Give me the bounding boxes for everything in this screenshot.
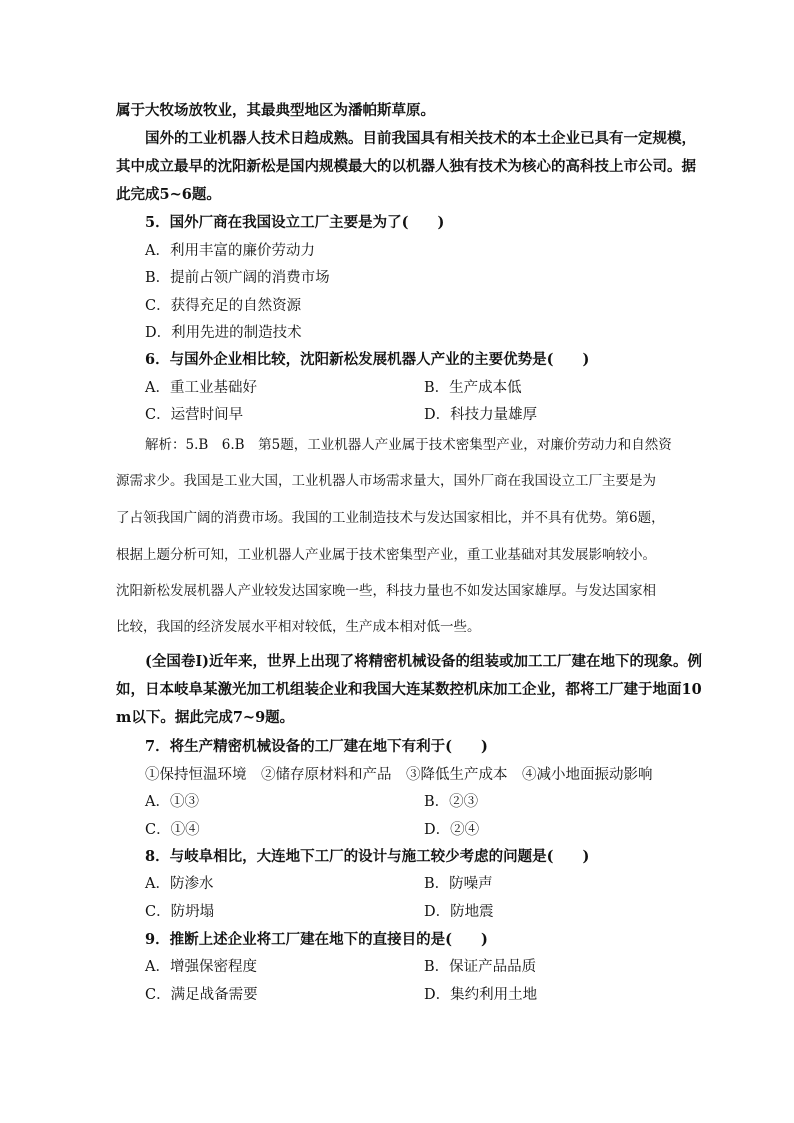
q7-option-b: B．②③ [424,794,479,810]
q6-option-b: B．生产成本低 [424,380,522,396]
analysis-line6: 比较，我国的经济发展水平相对较低，生产成本相对低一些。 [116,619,481,635]
passage1-line3: 此完成5~6题。 [116,186,221,203]
analysis-line3: 了占领我国广阔的消费市场。我国的工业制造技术与发达国家相比，并不具有优势。第6题， [116,510,665,526]
q5-option-a: A．利用丰富的廉价劳动力 [145,243,315,259]
q6-option-d: D．科技力量雄厚 [424,407,538,423]
q9-option-c: C．满足战备需要 [145,987,258,1003]
q7-option-c: C．①④ [145,822,200,838]
passage2-line1: (全国卷Ⅰ)近年来，世界上出现了将精密机械设备的组装或加工工厂建在地下的现象。例 [145,653,703,670]
q9-option-a: A．增强保密程度 [145,959,257,975]
q9-option-d: D．集约利用土地 [424,987,538,1003]
analysis-line5: 沈阳新松发展机器人产业较发达国家晚一些，科技力量也不如发达国家雄厚。与发达国家相 [116,583,656,599]
q9-stem: 9．推断上述企业将工厂建在地下的直接目的是( ) [145,931,488,948]
q7-stem: 7．将生产精密机械设备的工厂建在地下有利于( ) [145,738,488,755]
q7-option-d: D．②④ [424,822,480,838]
passage2-line3: m以下。据此完成7~9题。 [116,709,295,726]
q5-option-b: B．提前占领广阔的消费市场 [145,270,330,286]
q7-option-a: A．①③ [145,794,199,810]
analysis-line4: 根据上题分析可知，工业机器人产业属于技术密集型产业，重工业基础对其发展影响较小。 [116,547,656,563]
analysis-line2: 源需求少。我国是工业大国，工业机器人市场需求量大，国外厂商在我国设立工厂主要是为 [116,473,656,489]
q6-option-c: C．运营时间早 [145,407,244,423]
passage2-line2: 如，日本岐阜某激光加工机组装企业和我国大连某数控机床加工企业，都将工厂建于地面10 [116,681,702,698]
q8-stem: 8．与岐阜相比，大连地下工厂的设计与施工较少考虑的问题是( ) [145,848,590,865]
q7-items: ①保持恒温环境 ②储存原材料和产品 ③降低生产成本 ④减小地面振动影响 [145,767,653,783]
q5-option-c: C．获得充足的自然资源 [145,298,302,314]
q9-option-b: B．保证产品品质 [424,959,537,975]
q8-option-b: B．防噪声 [424,876,493,892]
q5-stem: 5．国外厂商在我国设立工厂主要是为了( ) [145,214,445,231]
analysis-line1: 解析：5.B 6.B 第5题，工业机器人产业属于技术密集型产业，对廉价劳动力和自然资 [145,437,672,453]
q6-stem: 6．与国外企业相比较，沈阳新松发展机器人产业的主要优势是( ) [145,351,590,368]
passage1-line2: 其中成立最早的沈阳新松是国内规模最大的以机器人独有技术为核心的高科技上市公司。据 [116,158,696,175]
q5-option-d: D．利用先进的制造技术 [145,325,302,341]
q6-option-a: A．重工业基础好 [145,380,257,396]
q8-option-d: D．防地震 [424,904,494,920]
intro-tail: 属于大牧场放牧业，其最典型地区为潘帕斯草原。 [116,102,435,119]
q8-option-a: A．防渗水 [145,876,214,892]
q8-option-c: C．防坍塌 [145,904,215,920]
passage1-line1: 国外的工业机器人技术日趋成熟。目前我国具有相关技术的本土企业已具有一定规模， [145,130,696,147]
